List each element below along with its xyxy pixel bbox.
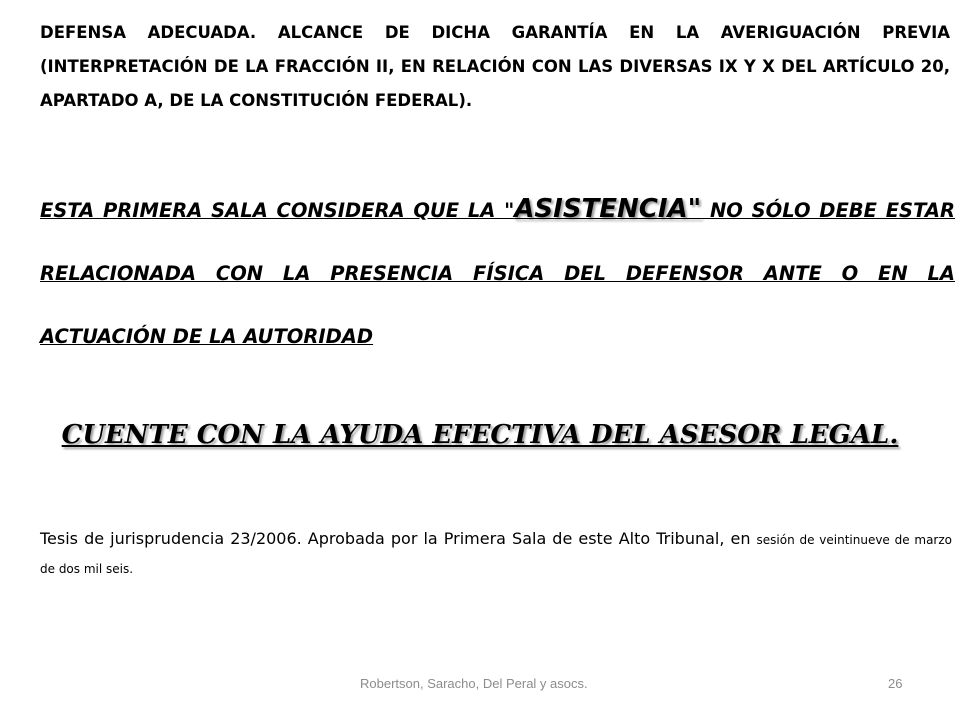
emphasis-statement: CUENTE CON LA AYUDA EFECTIVA DEL ASESOR LEGAL.: [61, 420, 899, 450]
tesis-citation: [40, 525, 952, 583]
thesis-heading: DEFENSA ADECUADA. ALCANCE DE DICHA GARANTÍA EN LA AVERIGUACIÓN PREVIA (INTERPRETACIÓN DE LA FRACCIÓN II, EN RELACIÓN CON LAS DIVERSAS IX Y X DEL ARTÍCULO 20, APARTADO A, DE LA CONSTITUCIÓN FEDERAL).: [40, 23, 950, 110]
asistencia-text-after: NO SÓLO DEBE ESTAR RELACIONADA CON LA PRESENCIA FÍSICA DEL DEFENSOR ANTE O EN LA ACTUACIÓN DE LA AUTORIDAD: [40, 199, 955, 348]
asistencia-keyword: ASISTENCIA": [514, 194, 702, 224]
asistencia-text-before: ESTA PRIMERA SALA CONSIDERA QUE LA ": [40, 199, 515, 222]
asistencia-paragraph: [40, 178, 955, 368]
tesis-small-text: sesión de veintinueve de marzo de dos mil seis.: [40, 533, 952, 576]
page-number: 26: [888, 676, 903, 691]
tesis-main-text: Tesis de jurisprudencia 23/2006. Aprobada por la Primera Sala de este Alto Tribunal, en: [40, 529, 757, 548]
footer-firm: Robertson, Saracho, Del Peral y asocs.: [360, 676, 588, 691]
